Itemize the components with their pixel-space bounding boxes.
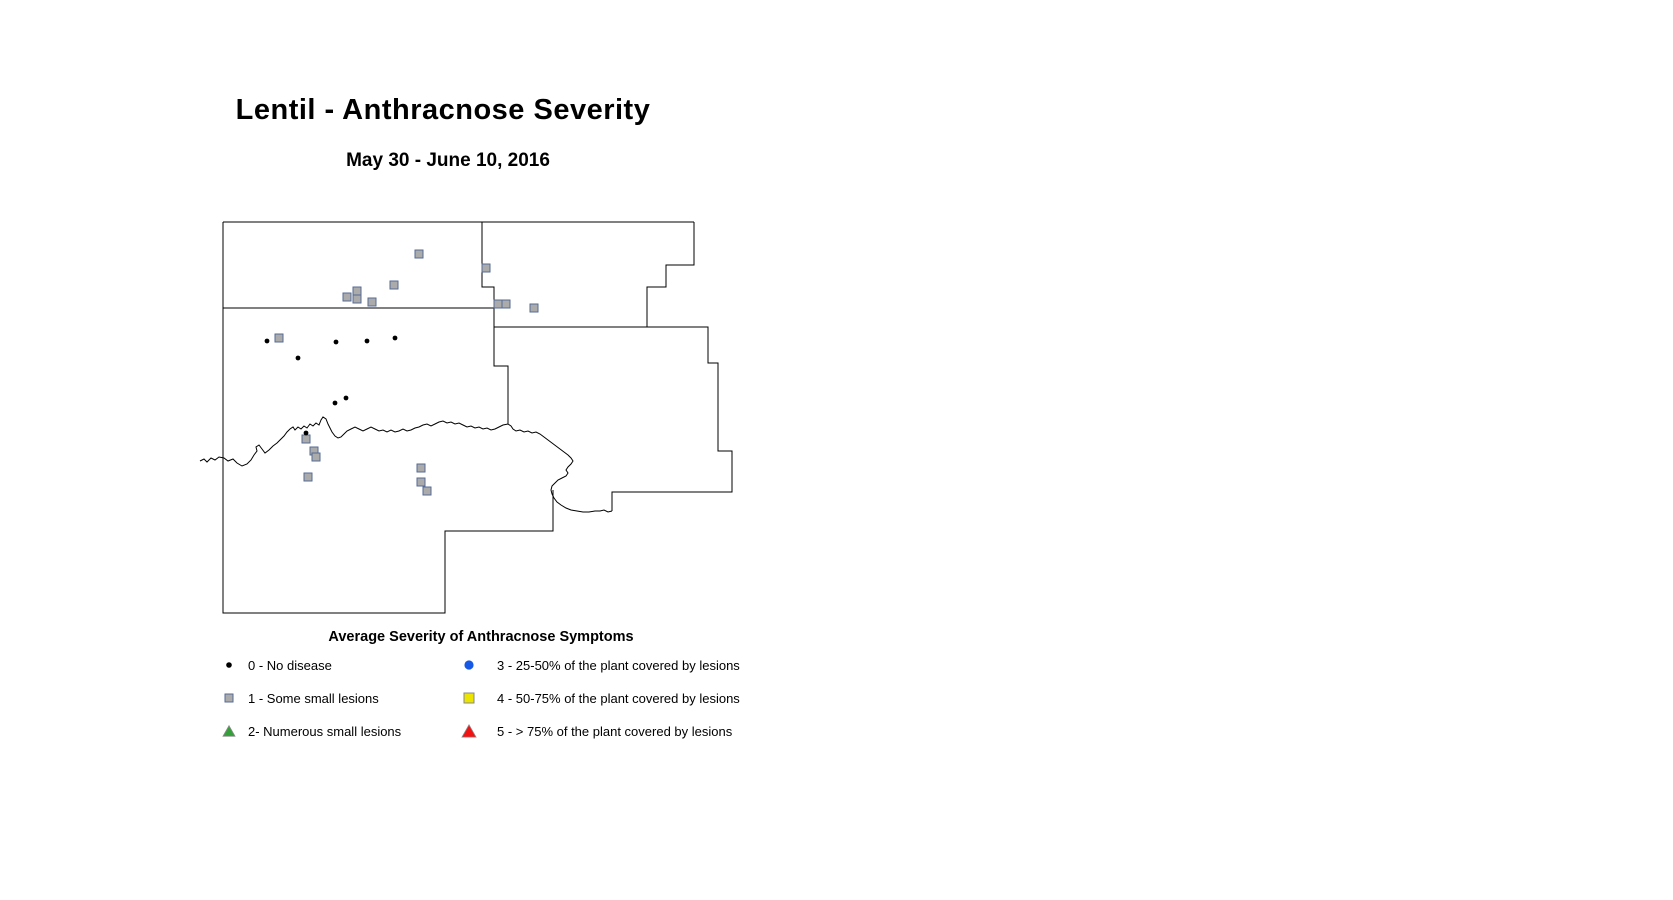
map-point-severity-1 [417,464,425,472]
map-point-severity-1 [390,281,398,289]
county-boundary-central-vertical [482,222,508,424]
legend-item-2 [220,721,401,741]
legend-column-right [460,655,740,741]
legend-item-0 [220,655,401,675]
county-boundary-west-south [223,222,553,613]
legend-column-left [220,655,401,741]
county-boundary-northeast-steps [647,222,694,327]
map-point-severity-1 [312,453,320,461]
map-point-severity-1 [343,293,351,301]
map-point-severity-1 [417,478,425,486]
legend-marker-circle-icon [460,657,478,673]
map-point-severity-1 [482,264,490,272]
map-point-severity-0 [265,339,270,344]
triangle-glyph [223,726,235,737]
page-title: Lentil - Anthracnose Severity [235,94,651,126]
map-point-severity-0 [344,396,349,401]
map-point-severity-1 [353,295,361,303]
survey-point-markers [265,250,538,495]
legend-item-5 [460,721,740,741]
legend-item-4 [460,688,740,708]
legend-marker-triangle-icon [220,723,238,739]
county-boundaries [223,222,732,613]
map-point-severity-1 [502,300,510,308]
river-boundary [200,417,612,512]
map-point-severity-0 [365,339,370,344]
legend-item-label: 3 - 25-50% of the plant covered by lesions [497,657,740,673]
legend-item-label: 1 - Some small lesions [248,690,379,706]
circle-glyph [464,660,473,669]
legend-marker-triangle-icon [460,723,478,739]
map-point-severity-1 [423,487,431,495]
map-point-severity-0 [296,356,301,361]
county-boundary-east [494,327,732,511]
map-point-severity-1 [302,435,310,443]
map-point-severity-0 [334,340,339,345]
map-point-severity-1 [494,300,502,308]
legend-item-3 [460,655,740,675]
legend-marker-dot-icon [220,657,238,673]
map-point-severity-1 [275,334,283,342]
legend-title: Average Severity of Anthracnose Symptoms [328,629,634,645]
map-point-severity-1 [353,287,361,295]
map-point-severity-0 [304,431,309,436]
square-glyph [464,693,474,703]
map-point-severity-1 [304,473,312,481]
map-point-severity-0 [333,401,338,406]
dot-glyph [226,662,232,668]
triangle-glyph [462,725,476,737]
square-glyph [225,694,233,702]
legend-item-label: 5 - > 75% of the plant covered by lesions [497,723,733,739]
legend-item-label: 2- Numerous small lesions [248,723,402,739]
legend-item-label: 0 - No disease [248,657,332,673]
map-point-severity-1 [415,250,423,258]
date-range-subtitle: May 30 - June 10, 2016 [346,150,550,171]
map-point-severity-1 [530,304,538,312]
legend-item-label: 4 - 50-75% of the plant covered by lesions [497,690,740,706]
legend-item-1 [220,688,401,708]
legend-marker-square-icon [460,690,478,706]
legend-marker-square-icon [220,690,238,706]
map-point-severity-1 [368,298,376,306]
map-point-severity-0 [393,336,398,341]
